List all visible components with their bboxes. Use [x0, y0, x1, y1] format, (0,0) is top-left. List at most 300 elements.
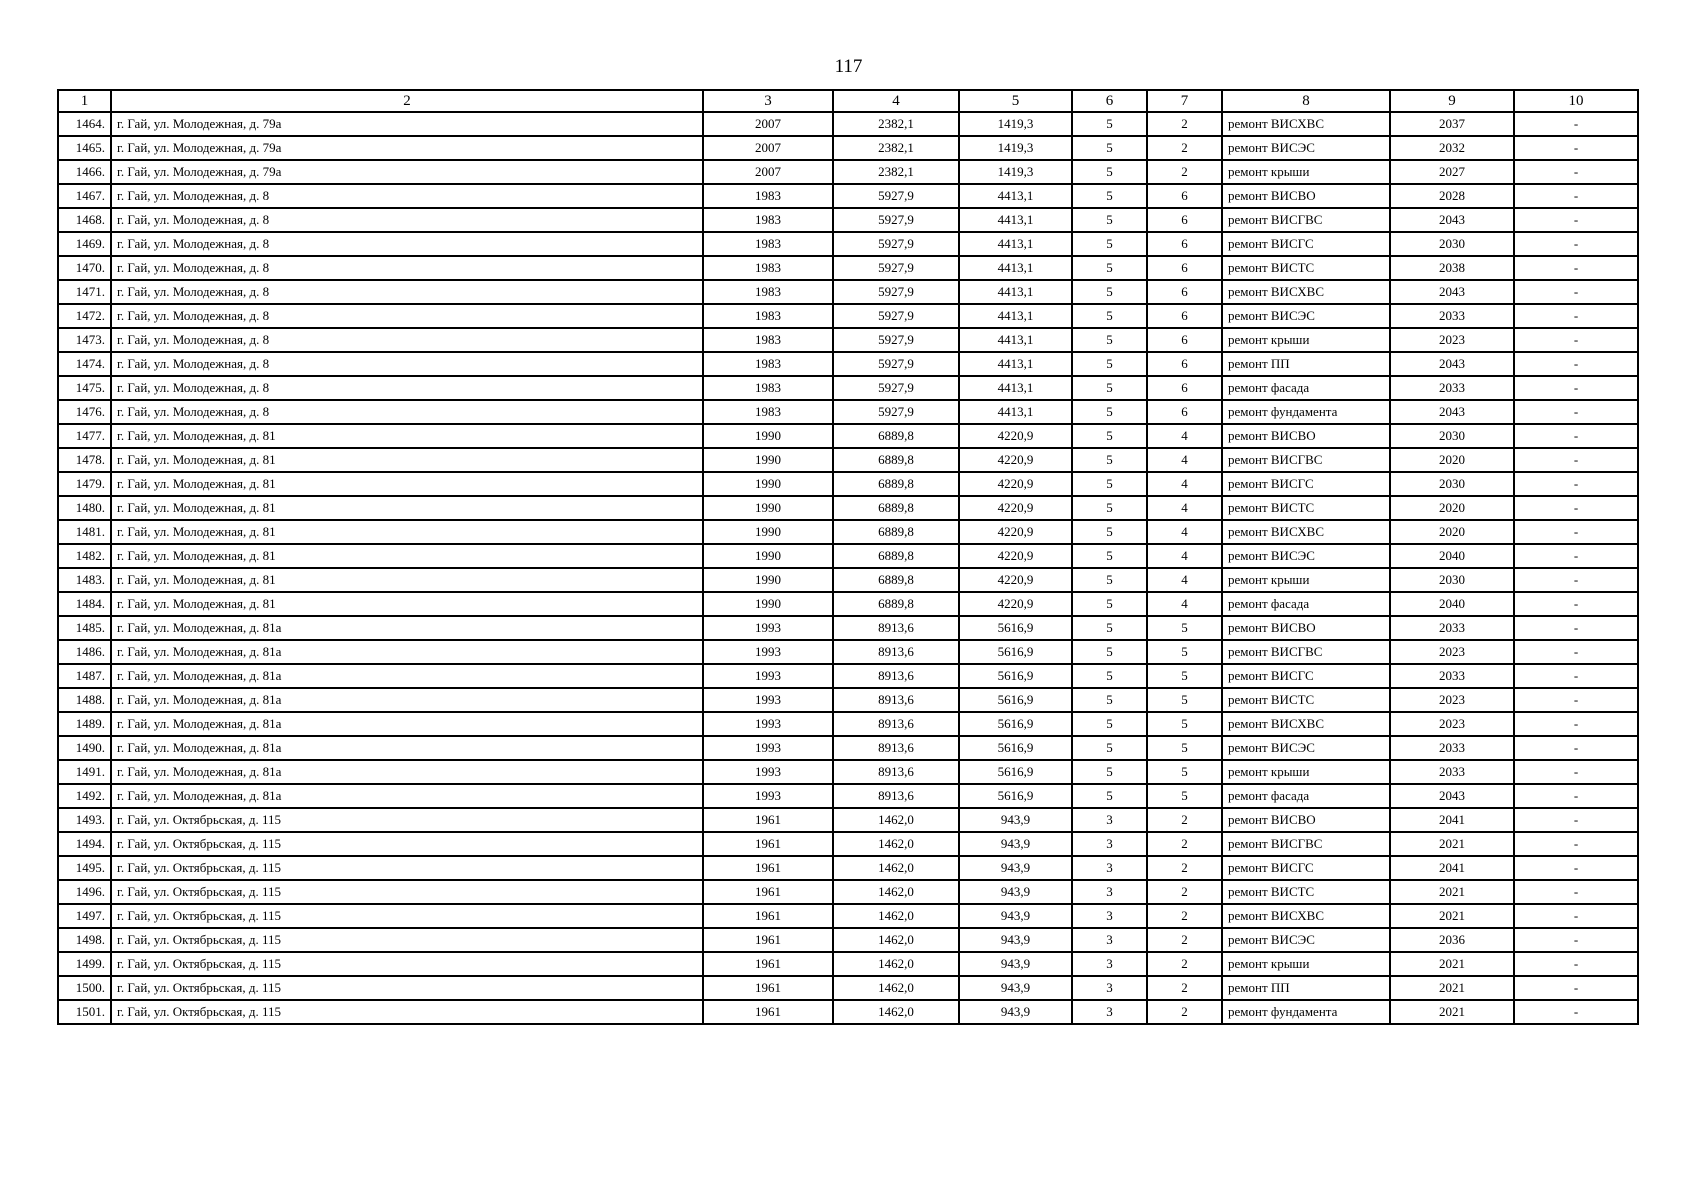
row-number-cell: 1476.: [58, 400, 111, 424]
total-area-cell: 5927,9: [833, 328, 959, 352]
planned-year-cell: 2043: [1390, 352, 1514, 376]
address-cell: г. Гай, ул. Молодежная, д. 8: [111, 256, 703, 280]
note-cell: -: [1514, 856, 1638, 880]
total-area-cell: 6889,8: [833, 568, 959, 592]
floors-cell: 5: [1072, 592, 1147, 616]
row-number-cell: 1472.: [58, 304, 111, 328]
living-area-cell: 4220,9: [959, 472, 1072, 496]
planned-year-cell: 2043: [1390, 400, 1514, 424]
year-cell: 2007: [703, 112, 833, 136]
floors-cell: 3: [1072, 832, 1147, 856]
entrances-cell: 6: [1147, 400, 1222, 424]
note-cell: -: [1514, 928, 1638, 952]
work-type-cell: ремонт ВИСГС: [1222, 232, 1390, 256]
note-cell: -: [1514, 952, 1638, 976]
floors-cell: 5: [1072, 424, 1147, 448]
row-number-cell: 1496.: [58, 880, 111, 904]
total-area-cell: 5927,9: [833, 280, 959, 304]
table-row: [58, 688, 1638, 712]
planned-year-cell: 2021: [1390, 1000, 1514, 1024]
total-area-cell: 8913,6: [833, 688, 959, 712]
table-row: [58, 976, 1638, 1000]
row-number-cell: 1473.: [58, 328, 111, 352]
table-row: [58, 136, 1638, 160]
planned-year-cell: 2033: [1390, 616, 1514, 640]
table-row: [58, 328, 1638, 352]
row-number-cell: 1491.: [58, 760, 111, 784]
table-row: [58, 952, 1638, 976]
row-number-cell: 1492.: [58, 784, 111, 808]
entrances-cell: 2: [1147, 880, 1222, 904]
year-cell: 1993: [703, 784, 833, 808]
year-cell: 1983: [703, 328, 833, 352]
entrances-cell: 4: [1147, 520, 1222, 544]
year-cell: 1961: [703, 1000, 833, 1024]
address-cell: г. Гай, ул. Молодежная, д. 81а: [111, 664, 703, 688]
year-cell: 1990: [703, 544, 833, 568]
planned-year-cell: 2021: [1390, 976, 1514, 1000]
planned-year-cell: 2028: [1390, 184, 1514, 208]
planned-year-cell: 2032: [1390, 136, 1514, 160]
planned-year-cell: 2023: [1390, 712, 1514, 736]
table-row: [58, 592, 1638, 616]
note-cell: -: [1514, 448, 1638, 472]
year-cell: 1993: [703, 664, 833, 688]
floors-cell: 5: [1072, 400, 1147, 424]
work-type-cell: ремонт ВИСВО: [1222, 808, 1390, 832]
living-area-cell: 4220,9: [959, 520, 1072, 544]
address-cell: г. Гай, ул. Молодежная, д. 8: [111, 328, 703, 352]
work-type-cell: ремонт крыши: [1222, 568, 1390, 592]
entrances-cell: 5: [1147, 688, 1222, 712]
entrances-cell: 2: [1147, 1000, 1222, 1024]
planned-year-cell: 2040: [1390, 544, 1514, 568]
year-cell: 1993: [703, 688, 833, 712]
row-number-cell: 1471.: [58, 280, 111, 304]
year-cell: 1983: [703, 280, 833, 304]
work-type-cell: ремонт ВИСГВС: [1222, 448, 1390, 472]
floors-cell: 5: [1072, 448, 1147, 472]
year-cell: 1993: [703, 712, 833, 736]
work-type-cell: ремонт фасада: [1222, 784, 1390, 808]
entrances-cell: 5: [1147, 760, 1222, 784]
living-area-cell: 943,9: [959, 928, 1072, 952]
table-row: [58, 232, 1638, 256]
total-area-cell: 5927,9: [833, 256, 959, 280]
table-row: [58, 640, 1638, 664]
address-cell: г. Гай, ул. Молодежная, д. 81а: [111, 712, 703, 736]
entrances-cell: 2: [1147, 952, 1222, 976]
note-cell: -: [1514, 568, 1638, 592]
row-number-cell: 1495.: [58, 856, 111, 880]
row-number-cell: 1487.: [58, 664, 111, 688]
total-area-cell: 5927,9: [833, 376, 959, 400]
address-cell: г. Гай, ул. Молодежная, д. 79а: [111, 112, 703, 136]
planned-year-cell: 2030: [1390, 232, 1514, 256]
work-type-cell: ремонт крыши: [1222, 328, 1390, 352]
floors-cell: 5: [1072, 712, 1147, 736]
entrances-cell: 2: [1147, 976, 1222, 1000]
living-area-cell: 943,9: [959, 808, 1072, 832]
row-number-cell: 1468.: [58, 208, 111, 232]
work-type-cell: ремонт фасада: [1222, 376, 1390, 400]
address-cell: г. Гай, ул. Молодежная, д. 81: [111, 424, 703, 448]
entrances-cell: 4: [1147, 496, 1222, 520]
entrances-cell: 6: [1147, 328, 1222, 352]
work-type-cell: ремонт ВИСХВС: [1222, 112, 1390, 136]
row-number-cell: 1479.: [58, 472, 111, 496]
table-row: [58, 544, 1638, 568]
column-header: 3: [703, 90, 833, 112]
total-area-cell: 1462,0: [833, 904, 959, 928]
address-cell: г. Гай, ул. Молодежная, д. 8: [111, 304, 703, 328]
floors-cell: 3: [1072, 928, 1147, 952]
planned-year-cell: 2027: [1390, 160, 1514, 184]
total-area-cell: 2382,1: [833, 136, 959, 160]
living-area-cell: 1419,3: [959, 112, 1072, 136]
floors-cell: 5: [1072, 280, 1147, 304]
year-cell: 1961: [703, 952, 833, 976]
year-cell: 1983: [703, 232, 833, 256]
living-area-cell: 4413,1: [959, 304, 1072, 328]
note-cell: -: [1514, 160, 1638, 184]
planned-year-cell: 2023: [1390, 688, 1514, 712]
entrances-cell: 2: [1147, 928, 1222, 952]
floors-cell: 5: [1072, 232, 1147, 256]
planned-year-cell: 2033: [1390, 376, 1514, 400]
year-cell: 1983: [703, 184, 833, 208]
planned-year-cell: 2033: [1390, 664, 1514, 688]
table-row: [58, 616, 1638, 640]
floors-cell: 3: [1072, 952, 1147, 976]
year-cell: 1983: [703, 400, 833, 424]
note-cell: -: [1514, 592, 1638, 616]
total-area-cell: 8913,6: [833, 712, 959, 736]
floors-cell: 5: [1072, 304, 1147, 328]
floors-cell: 5: [1072, 784, 1147, 808]
address-cell: г. Гай, ул. Молодежная, д. 8: [111, 400, 703, 424]
planned-year-cell: 2033: [1390, 736, 1514, 760]
living-area-cell: 943,9: [959, 1000, 1072, 1024]
address-cell: г. Гай, ул. Молодежная, д. 8: [111, 208, 703, 232]
entrances-cell: 2: [1147, 160, 1222, 184]
entrances-cell: 5: [1147, 712, 1222, 736]
entrances-cell: 6: [1147, 352, 1222, 376]
entrances-cell: 4: [1147, 472, 1222, 496]
table-row: [58, 808, 1638, 832]
total-area-cell: 6889,8: [833, 472, 959, 496]
entrances-cell: 4: [1147, 424, 1222, 448]
row-number-cell: 1470.: [58, 256, 111, 280]
address-cell: г. Гай, ул. Молодежная, д. 8: [111, 184, 703, 208]
total-area-cell: 8913,6: [833, 640, 959, 664]
entrances-cell: 5: [1147, 616, 1222, 640]
work-type-cell: ремонт ВИСХВС: [1222, 280, 1390, 304]
planned-year-cell: 2043: [1390, 208, 1514, 232]
year-cell: 1990: [703, 592, 833, 616]
note-cell: -: [1514, 736, 1638, 760]
year-cell: 1993: [703, 640, 833, 664]
entrances-cell: 6: [1147, 376, 1222, 400]
work-type-cell: ремонт ВИСГВС: [1222, 640, 1390, 664]
floors-cell: 5: [1072, 544, 1147, 568]
note-cell: -: [1514, 880, 1638, 904]
year-cell: 1990: [703, 448, 833, 472]
floors-cell: 5: [1072, 376, 1147, 400]
row-number-cell: 1474.: [58, 352, 111, 376]
table-row: [58, 880, 1638, 904]
planned-year-cell: 2021: [1390, 880, 1514, 904]
year-cell: 1961: [703, 880, 833, 904]
work-type-cell: ремонт ПП: [1222, 352, 1390, 376]
work-type-cell: ремонт крыши: [1222, 160, 1390, 184]
note-cell: -: [1514, 328, 1638, 352]
planned-year-cell: 2023: [1390, 640, 1514, 664]
note-cell: -: [1514, 688, 1638, 712]
living-area-cell: 1419,3: [959, 136, 1072, 160]
floors-cell: 5: [1072, 496, 1147, 520]
year-cell: 1983: [703, 256, 833, 280]
planned-year-cell: 2038: [1390, 256, 1514, 280]
note-cell: -: [1514, 376, 1638, 400]
work-type-cell: ремонт ВИСЭС: [1222, 136, 1390, 160]
living-area-cell: 4220,9: [959, 496, 1072, 520]
living-area-cell: 4413,1: [959, 232, 1072, 256]
planned-year-cell: 2021: [1390, 832, 1514, 856]
floors-cell: 5: [1072, 736, 1147, 760]
floors-cell: 5: [1072, 568, 1147, 592]
address-cell: г. Гай, ул. Молодежная, д. 81: [111, 568, 703, 592]
entrances-cell: 6: [1147, 184, 1222, 208]
note-cell: -: [1514, 232, 1638, 256]
note-cell: -: [1514, 256, 1638, 280]
note-cell: -: [1514, 136, 1638, 160]
row-number-cell: 1500.: [58, 976, 111, 1000]
total-area-cell: 8913,6: [833, 616, 959, 640]
work-type-cell: ремонт ВИСГВС: [1222, 208, 1390, 232]
living-area-cell: 5616,9: [959, 688, 1072, 712]
row-number-cell: 1464.: [58, 112, 111, 136]
note-cell: -: [1514, 472, 1638, 496]
row-number-cell: 1497.: [58, 904, 111, 928]
work-type-cell: ремонт фундамента: [1222, 1000, 1390, 1024]
address-cell: г. Гай, ул. Молодежная, д. 8: [111, 376, 703, 400]
living-area-cell: 4413,1: [959, 376, 1072, 400]
work-type-cell: ремонт ВИСЭС: [1222, 736, 1390, 760]
total-area-cell: 5927,9: [833, 184, 959, 208]
work-type-cell: ремонт ВИСТС: [1222, 496, 1390, 520]
table-row: [58, 712, 1638, 736]
floors-cell: 5: [1072, 136, 1147, 160]
floors-cell: 5: [1072, 760, 1147, 784]
living-area-cell: 5616,9: [959, 616, 1072, 640]
entrances-cell: 5: [1147, 664, 1222, 688]
row-number-cell: 1478.: [58, 448, 111, 472]
table-row: [58, 784, 1638, 808]
note-cell: -: [1514, 832, 1638, 856]
living-area-cell: 4413,1: [959, 328, 1072, 352]
living-area-cell: 1419,3: [959, 160, 1072, 184]
column-header: 4: [833, 90, 959, 112]
work-type-cell: ремонт ВИСХВС: [1222, 520, 1390, 544]
row-number-cell: 1477.: [58, 424, 111, 448]
living-area-cell: 943,9: [959, 952, 1072, 976]
living-area-cell: 5616,9: [959, 712, 1072, 736]
header-row: [58, 90, 1638, 112]
total-area-cell: 8913,6: [833, 760, 959, 784]
table-row: [58, 400, 1638, 424]
total-area-cell: 6889,8: [833, 448, 959, 472]
total-area-cell: 1462,0: [833, 976, 959, 1000]
row-number-cell: 1469.: [58, 232, 111, 256]
floors-cell: 3: [1072, 880, 1147, 904]
table-row: [58, 832, 1638, 856]
table-row: [58, 376, 1638, 400]
planned-year-cell: 2030: [1390, 472, 1514, 496]
year-cell: 1990: [703, 424, 833, 448]
floors-cell: 3: [1072, 904, 1147, 928]
year-cell: 1983: [703, 376, 833, 400]
work-type-cell: ремонт ПП: [1222, 976, 1390, 1000]
year-cell: 1990: [703, 520, 833, 544]
year-cell: 1961: [703, 856, 833, 880]
entrances-cell: 2: [1147, 904, 1222, 928]
address-cell: г. Гай, ул. Молодежная, д. 79а: [111, 160, 703, 184]
note-cell: -: [1514, 784, 1638, 808]
column-header: 10: [1514, 90, 1638, 112]
address-cell: г. Гай, ул. Молодежная, д. 81: [111, 520, 703, 544]
total-area-cell: 5927,9: [833, 400, 959, 424]
note-cell: -: [1514, 352, 1638, 376]
table-row: [58, 112, 1638, 136]
address-cell: г. Гай, ул. Молодежная, д. 81а: [111, 616, 703, 640]
note-cell: -: [1514, 544, 1638, 568]
table-row: [58, 184, 1638, 208]
year-cell: 1983: [703, 352, 833, 376]
floors-cell: 5: [1072, 208, 1147, 232]
work-type-cell: ремонт крыши: [1222, 952, 1390, 976]
address-cell: г. Гай, ул. Молодежная, д. 81: [111, 592, 703, 616]
year-cell: 1961: [703, 808, 833, 832]
entrances-cell: 4: [1147, 568, 1222, 592]
entrances-cell: 4: [1147, 544, 1222, 568]
address-cell: г. Гай, ул. Молодежная, д. 81: [111, 448, 703, 472]
row-number-cell: 1494.: [58, 832, 111, 856]
work-type-cell: ремонт ВИСГС: [1222, 472, 1390, 496]
planned-year-cell: 2037: [1390, 112, 1514, 136]
work-type-cell: ремонт ВИСЭС: [1222, 928, 1390, 952]
entrances-cell: 6: [1147, 232, 1222, 256]
column-header: 7: [1147, 90, 1222, 112]
year-cell: 2007: [703, 160, 833, 184]
registry-table: [57, 89, 1639, 1025]
living-area-cell: 4413,1: [959, 400, 1072, 424]
living-area-cell: 4220,9: [959, 448, 1072, 472]
floors-cell: 5: [1072, 640, 1147, 664]
note-cell: -: [1514, 112, 1638, 136]
floors-cell: 5: [1072, 112, 1147, 136]
entrances-cell: 2: [1147, 808, 1222, 832]
planned-year-cell: 2021: [1390, 952, 1514, 976]
year-cell: 1990: [703, 496, 833, 520]
column-header: 6: [1072, 90, 1147, 112]
table-row: [58, 664, 1638, 688]
entrances-cell: 5: [1147, 640, 1222, 664]
total-area-cell: 2382,1: [833, 160, 959, 184]
living-area-cell: 4413,1: [959, 184, 1072, 208]
table-row: [58, 352, 1638, 376]
column-header: 9: [1390, 90, 1514, 112]
work-type-cell: ремонт ВИСВО: [1222, 424, 1390, 448]
note-cell: -: [1514, 640, 1638, 664]
table-row: [58, 568, 1638, 592]
year-cell: 2007: [703, 136, 833, 160]
living-area-cell: 943,9: [959, 856, 1072, 880]
planned-year-cell: 2030: [1390, 424, 1514, 448]
entrances-cell: 2: [1147, 832, 1222, 856]
row-number-cell: 1486.: [58, 640, 111, 664]
table-row: [58, 472, 1638, 496]
total-area-cell: 5927,9: [833, 304, 959, 328]
note-cell: -: [1514, 808, 1638, 832]
living-area-cell: 4220,9: [959, 568, 1072, 592]
note-cell: -: [1514, 424, 1638, 448]
address-cell: г. Гай, ул. Молодежная, д. 8: [111, 280, 703, 304]
total-area-cell: 2382,1: [833, 112, 959, 136]
table-row: [58, 520, 1638, 544]
planned-year-cell: 2033: [1390, 304, 1514, 328]
total-area-cell: 8913,6: [833, 736, 959, 760]
planned-year-cell: 2043: [1390, 280, 1514, 304]
entrances-cell: 6: [1147, 256, 1222, 280]
living-area-cell: 943,9: [959, 976, 1072, 1000]
address-cell: г. Гай, ул. Молодежная, д. 81: [111, 496, 703, 520]
total-area-cell: 6889,8: [833, 496, 959, 520]
note-cell: -: [1514, 1000, 1638, 1024]
note-cell: -: [1514, 280, 1638, 304]
column-header: 5: [959, 90, 1072, 112]
row-number-cell: 1484.: [58, 592, 111, 616]
row-number-cell: 1466.: [58, 160, 111, 184]
entrances-cell: 2: [1147, 856, 1222, 880]
address-cell: г. Гай, ул. Октябрьская, д. 115: [111, 856, 703, 880]
row-number-cell: 1480.: [58, 496, 111, 520]
living-area-cell: 5616,9: [959, 664, 1072, 688]
address-cell: г. Гай, ул. Молодежная, д. 8: [111, 352, 703, 376]
note-cell: -: [1514, 616, 1638, 640]
table-row: [58, 304, 1638, 328]
address-cell: г. Гай, ул. Молодежная, д. 8: [111, 232, 703, 256]
work-type-cell: ремонт ВИСХВС: [1222, 904, 1390, 928]
living-area-cell: 943,9: [959, 832, 1072, 856]
work-type-cell: ремонт ВИСГВС: [1222, 832, 1390, 856]
floors-cell: 3: [1072, 856, 1147, 880]
table-row: [58, 256, 1638, 280]
table-row: [58, 736, 1638, 760]
work-type-cell: ремонт ВИСГС: [1222, 856, 1390, 880]
note-cell: -: [1514, 400, 1638, 424]
floors-cell: 3: [1072, 808, 1147, 832]
living-area-cell: 4220,9: [959, 544, 1072, 568]
planned-year-cell: 2041: [1390, 856, 1514, 880]
year-cell: 1961: [703, 832, 833, 856]
table-row: [58, 208, 1638, 232]
year-cell: 1961: [703, 976, 833, 1000]
column-header: 2: [111, 90, 703, 112]
living-area-cell: 5616,9: [959, 760, 1072, 784]
planned-year-cell: 2040: [1390, 592, 1514, 616]
year-cell: 1961: [703, 904, 833, 928]
